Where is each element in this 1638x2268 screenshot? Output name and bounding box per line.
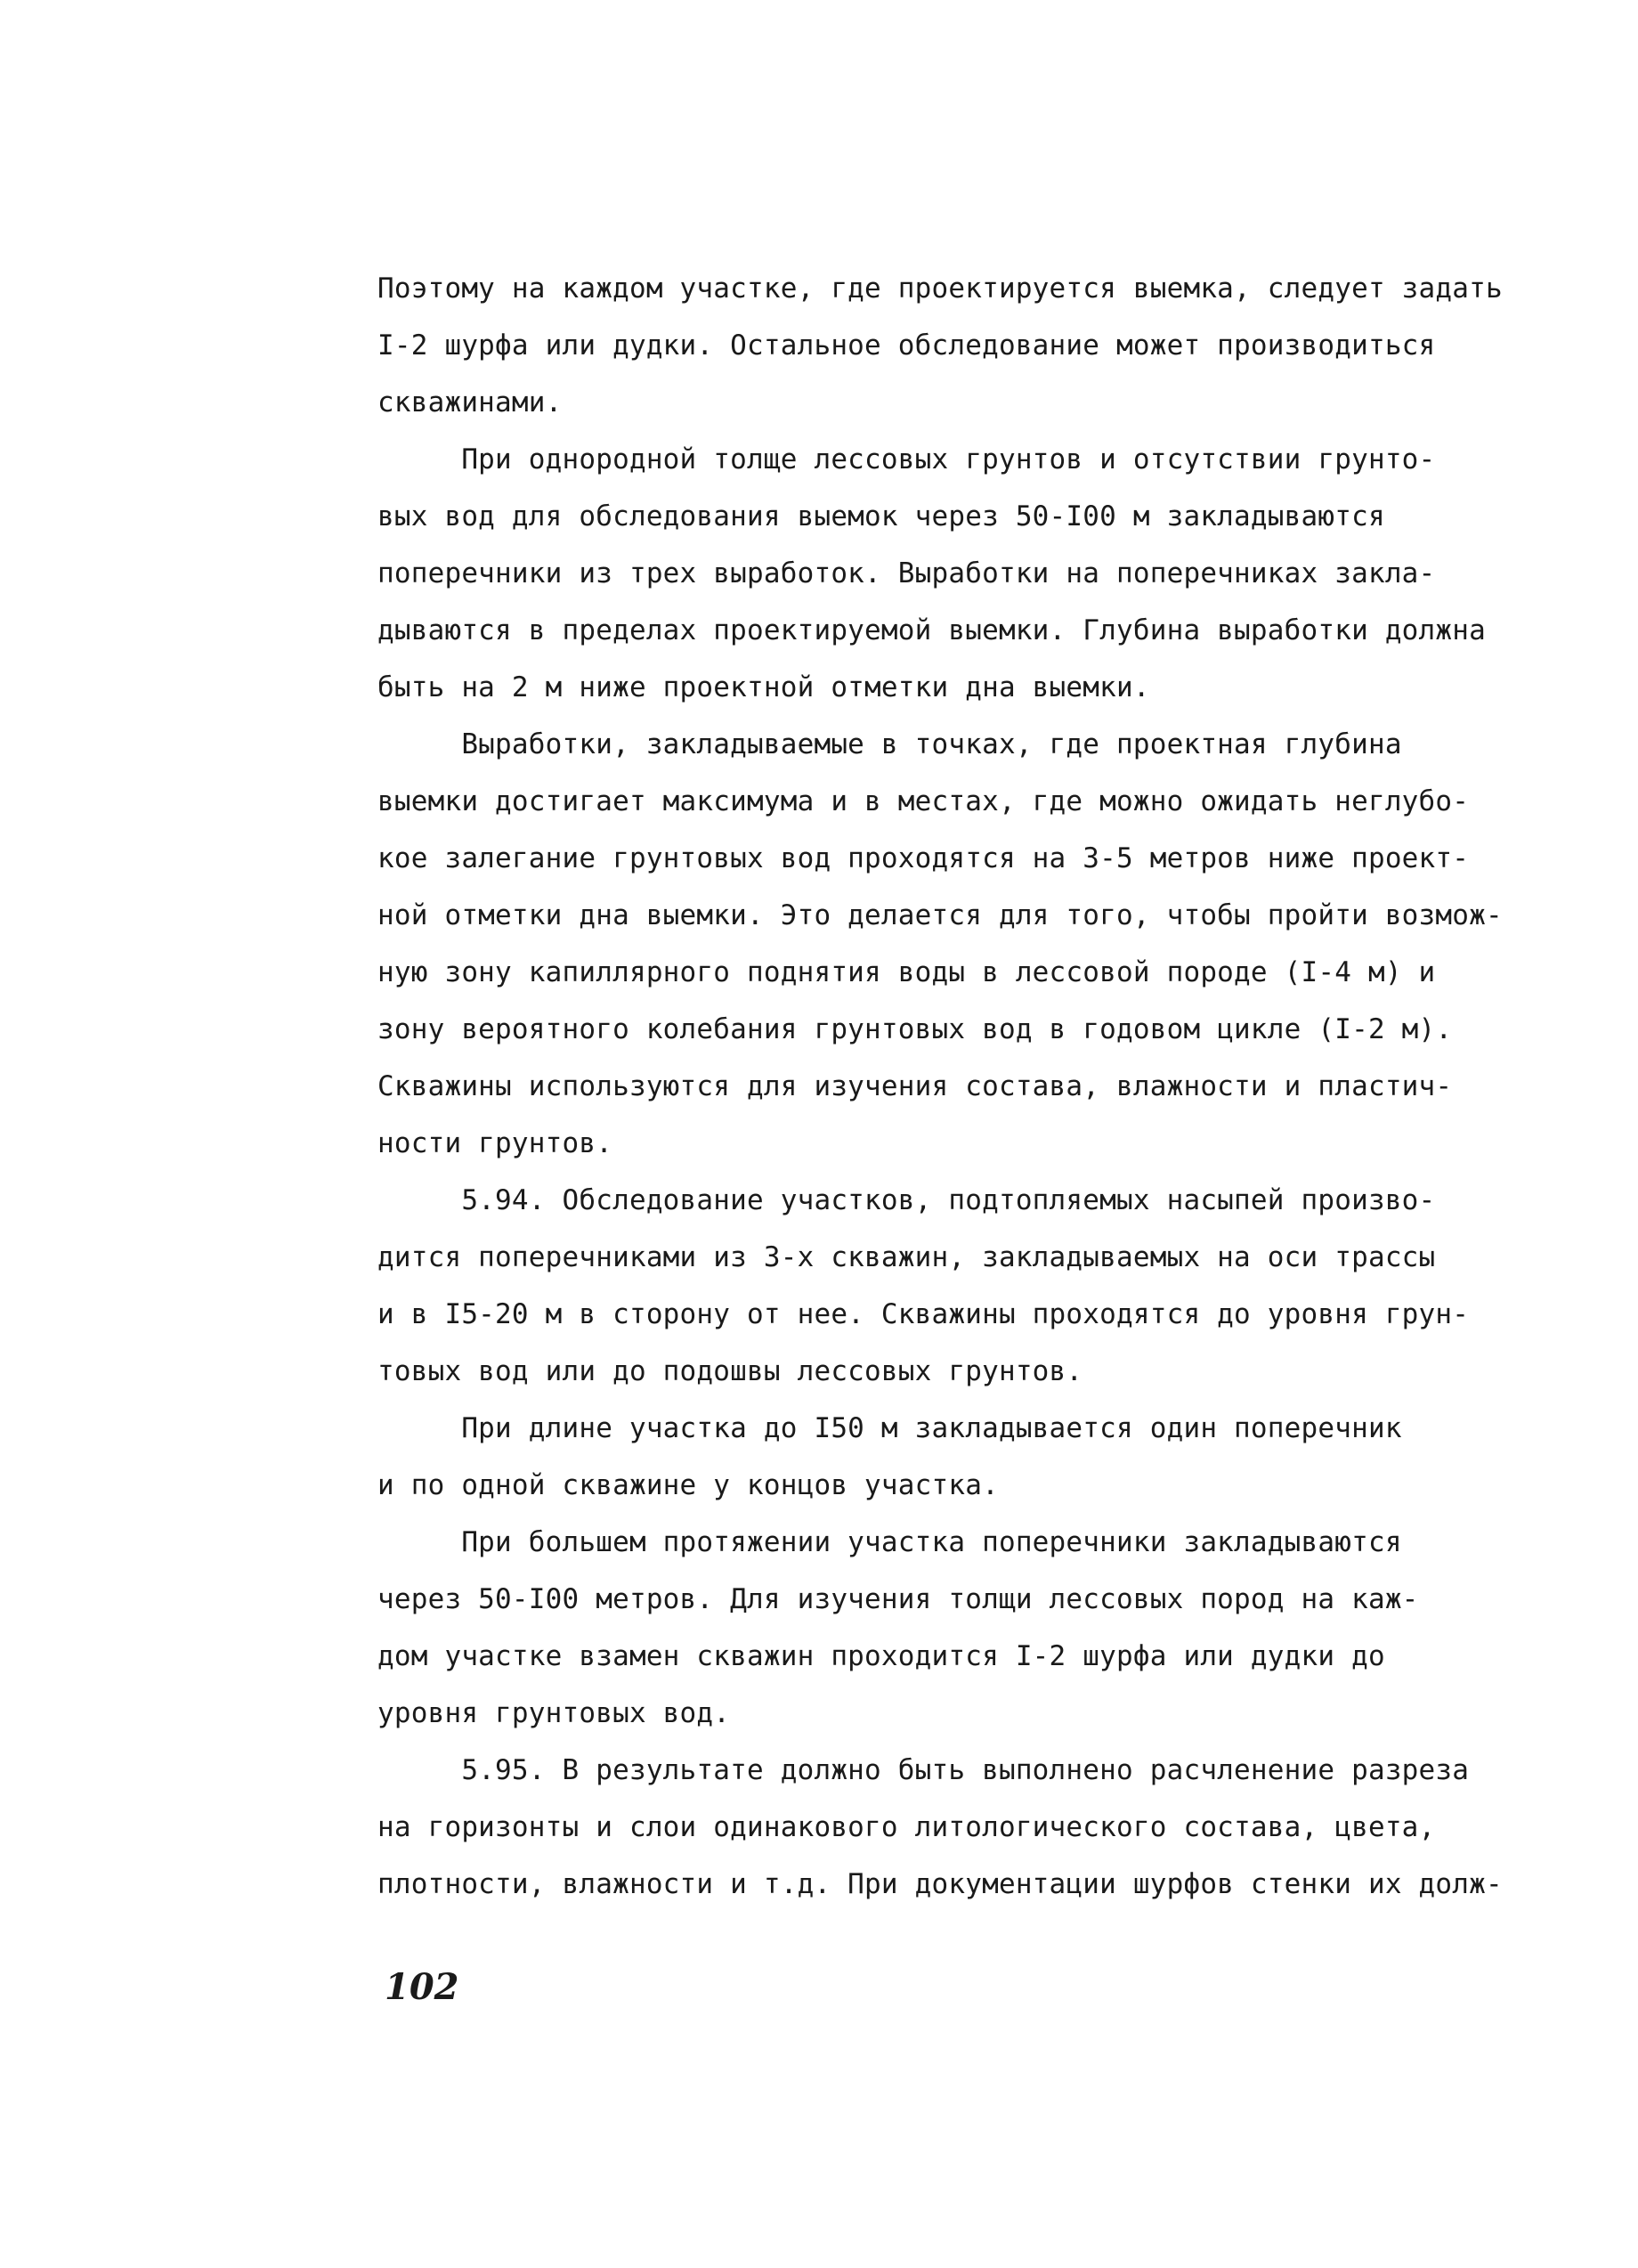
text-line-18: дится поперечниками из 3-х скважин, закладываемых на оси трассы bbox=[377, 1241, 1436, 1273]
text-line-17: 5.94. Обследование участков, подтопляемых насыпей произво- bbox=[377, 1184, 1436, 1216]
text-line-15: Скважины используются для изучения состава, влажности и пластич- bbox=[377, 1070, 1453, 1102]
text-line-27: 5.95. В результате должно быть выполнено расчленение разреза bbox=[377, 1754, 1470, 1786]
text-line-9: Выработки, закладываемые в точках, где проектная глубина bbox=[377, 728, 1402, 760]
text-line-29: плотности, влажности и т.д. При документации шурфов стенки их долж- bbox=[377, 1868, 1503, 1900]
text-line-4: При однородной толще лессовых грунтов и отсутствии грунто- bbox=[377, 443, 1436, 476]
text-line-24: через 50-I00 метров. Для изучения толщи лессовых пород на каж- bbox=[377, 1583, 1419, 1615]
text-line-14: зону вероятного колебания грунтовых вод в годовом цикле (I-2 м). bbox=[377, 1013, 1453, 1045]
text-line-2: I-2 шурфа или дудки. Остальное обследование может производиться bbox=[377, 329, 1436, 362]
text-line-23: При большем протяжении участка поперечники закладываются bbox=[377, 1526, 1402, 1558]
text-line-20: товых вод или до подошвы лессовых грунтов. bbox=[377, 1355, 1083, 1387]
text-line-22: и по одной скважине у концов участка. bbox=[377, 1469, 999, 1501]
text-line-11: кое залегание грунтовых вод проходятся на 3-5 метров ниже проект- bbox=[377, 842, 1470, 874]
page-number: 102 bbox=[385, 1966, 459, 2008]
text-line-1: Поэтому на каждом участке, где проектируется выемка, следует задать bbox=[377, 272, 1503, 305]
text-line-13: ную зону капиллярного поднятия воды в лессовой породе (I-4 м) и bbox=[377, 956, 1436, 988]
text-line-5: вых вод для обследования выемок через 50-I00 м закладываются bbox=[377, 500, 1385, 532]
text-line-26: уровня грунтовых вод. bbox=[377, 1697, 731, 1729]
text-line-10: выемки достигает максимума и в местах, где можно ожидать неглубо- bbox=[377, 785, 1470, 817]
body-text bbox=[377, 260, 1553, 1913]
text-line-6: поперечники из трех выработок. Выработки на поперечниках закла- bbox=[377, 557, 1436, 589]
text-line-7: дываются в пределах проектируемой выемки. Глубина выработки должна bbox=[377, 614, 1486, 646]
text-line-8: быть на 2 м ниже проектной отметки дна выемки. bbox=[377, 671, 1150, 703]
text-line-19: и в I5-20 м в сторону от нее. Скважины проходятся до уровня грун- bbox=[377, 1298, 1470, 1330]
text-line-28: на горизонты и слои одинакового литологического состава, цвета, bbox=[377, 1811, 1436, 1843]
text-line-12: ной отметки дна выемки. Это делается для того, чтобы пройти возмож- bbox=[377, 899, 1503, 931]
text-line-16: ности грунтов. bbox=[377, 1127, 613, 1159]
text-line-25: дом участке взамен скважин проходится I-2 шурфа или дудки до bbox=[377, 1640, 1385, 1672]
text-line-21: При длине участка до I50 м закладывается один поперечник bbox=[377, 1412, 1402, 1444]
text-line-3: скважинами. bbox=[377, 386, 563, 419]
